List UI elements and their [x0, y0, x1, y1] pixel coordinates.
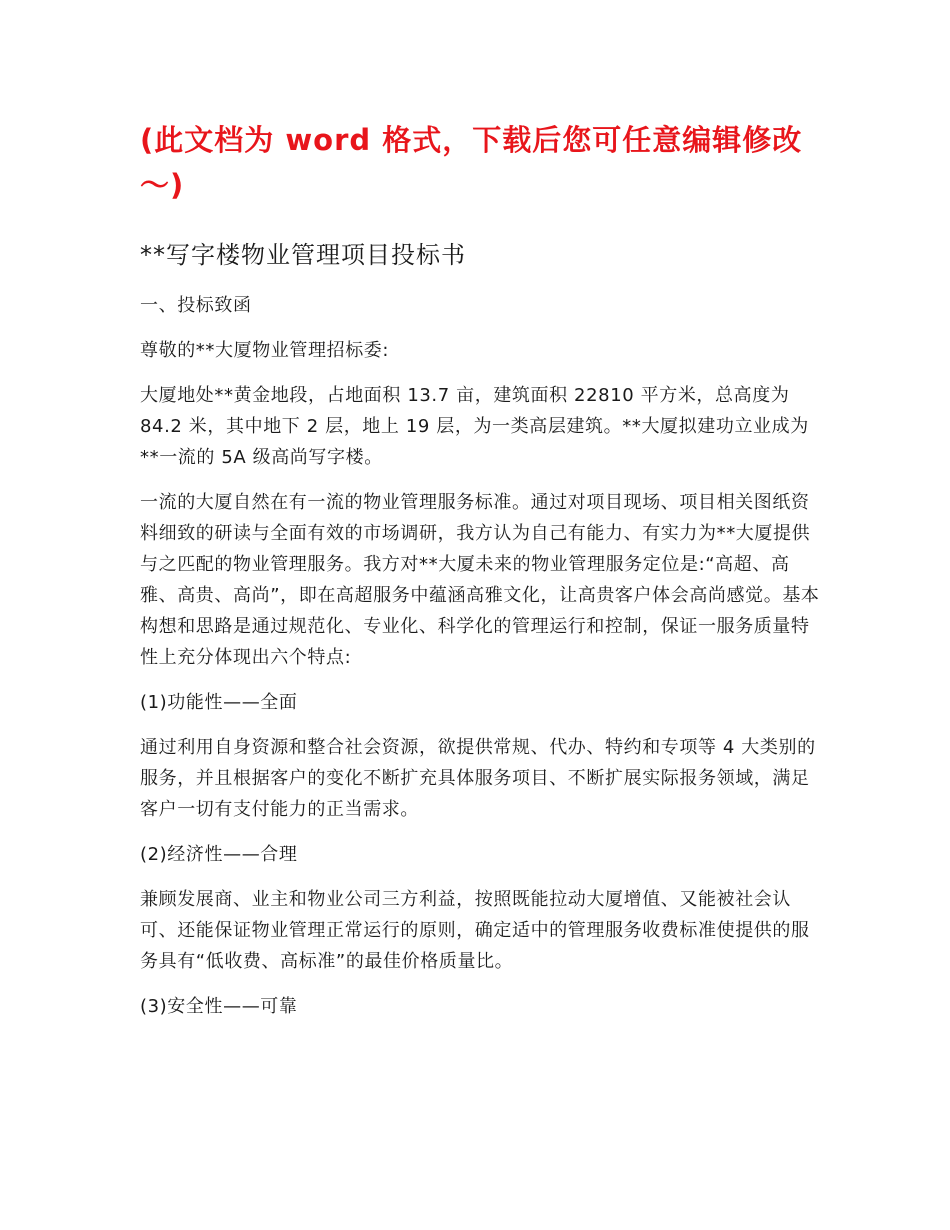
salutation: 尊敬的**大厦物业管理招标委:: [140, 340, 390, 361]
feature-heading-economy: (2)经济性——合理: [140, 844, 298, 865]
document-page: [140, 118, 820, 1036]
feature-heading-safety: (3)安全性——可靠: [140, 996, 298, 1017]
paragraph-functionality: 通过利用自身资源和整合社会资源，欲提供常规、代办、特约和专项等 4 大类别的服务，并且根据客户的变化不断扩充具体服务项目、不断扩展实际报务领域，满足客户一切有支付能力的正当需求。: [140, 737, 816, 820]
section-heading: 一、投标致函: [140, 295, 252, 316]
paragraph-service-positioning: 一流的大厦自然在有一流的物业管理服务标准。通过对项目现场、项目相关图纸资料细致的研读与全面有效的市场调研，我方认为自己有能力、有实力为**大厦提供与之匹配的物业管理服务。我方对**大厦未来的物业管理服务定位是:“高超、高雅、高贵、高尚”，即在高超服务中蕴涵高雅文化，让高贵客户体会高尚感觉。基本构想和思路是通过规范化、专业化、科学化的管理运行和控制，保证一服务质量特性上充分体现出六个特点:: [140, 492, 820, 668]
feature-heading-functionality: (1)功能性——全面: [140, 692, 298, 713]
paragraph-building-overview: 大厦地处**黄金地段，占地面积 13.7 亩，建筑面积 22810 平方米，总高度为 84.2 米，其中地下 2 层，地上 19 层，为一类高层建筑。**大厦拟建功立业成为**一流的 5A 级高尚写字楼。: [140, 385, 809, 468]
edit-notice: (此文档为 word 格式，下载后您可任意编辑修改～): [140, 123, 803, 202]
paragraph-economy: 兼顾发展商、业主和物业公司三方利益，按照既能拉动大厦增值、又能被社会认可、还能保证物业管理正常运行的原则，确定适中的管理服务收费标准使提供的服务具有“低收费、高标准”的最佳价格质量比。: [140, 889, 810, 972]
document-title: **写字楼物业管理项目投标书: [140, 241, 466, 269]
